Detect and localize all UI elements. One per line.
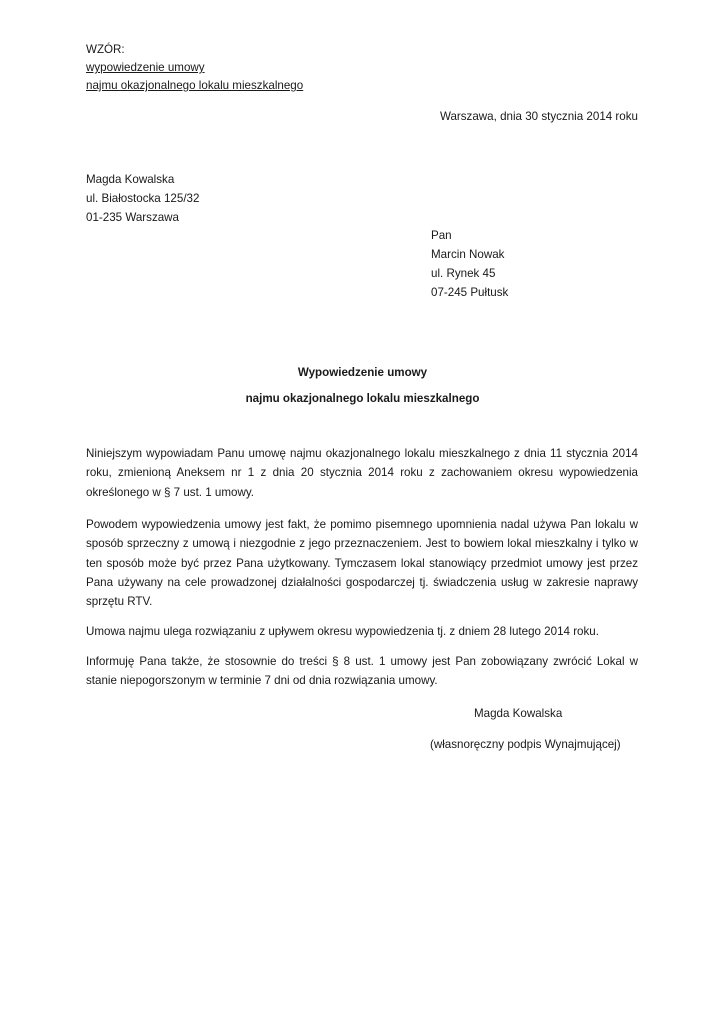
body-paragraph-4: Informuję Pana także, że stosownie do treści § 8 ust. 1 umowy jest Pan zobowiązany zwrócić Lokal w stanie niepogorszonym w terminie 7 dni od dnia rozwiązania umowy. — [86, 655, 638, 688]
sender-block — [86, 170, 199, 227]
template-subtitle-line1: wypowiedzenie umowy — [86, 61, 205, 74]
document-title-line1: Wypowiedzenie umowy — [297, 366, 428, 379]
document-title-line2: najmu okazjonalnego lokalu mieszkalnego — [245, 392, 480, 405]
body-paragraph-2: Powodem wypowiedzenia umowy jest fakt, że pomimo pisemnego upomnienia nadal używa Pan lokalu w sposób sprzeczny z umową i niezgodnie z jego przeznaczeniem. Jest to bowiem lokal mieszkalny i tylko w ten sposób może być przez Pana użytkowany. Tymczasem lokal stanowiący przedmiot umowy jest przez Pana używany na cele prowadzonej działalności gospodarczej tj. świadczenia usług w zakresie naprawy sprzętu RTV. — [86, 518, 638, 609]
date-place: Warszawa, dnia 30 stycznia 2014 roku — [439, 110, 638, 123]
template-subtitle-line2: najmu okazjonalnego lokalu mieszkalnego — [86, 79, 304, 92]
recipient-city: 07-245 Pułtusk — [431, 286, 509, 299]
recipient-salutation: Pan — [431, 229, 452, 242]
recipient-name: Marcin Nowak — [431, 248, 505, 261]
recipient-block — [431, 226, 508, 302]
recipient-street: ul. Rynek 45 — [431, 267, 496, 280]
sender-name: Magda Kowalska — [86, 173, 175, 186]
signature-name: Magda Kowalska — [474, 707, 563, 720]
body-paragraph-1: Niniejszym wypowiadam Panu umowę najmu okazjonalnego lokalu mieszkalnego z dnia 11 stycznia 2014 roku, zmienioną Aneksem nr 1 z dnia 20 stycznia 2014 roku z zachowaniem okresu wypowiedzenia określonego w § 7 ust. 1 umowy. — [86, 447, 638, 499]
sender-city: 01-235 Warszawa — [86, 211, 180, 224]
sender-street: ul. Białostocka 125/32 — [86, 192, 200, 205]
body-paragraph-3: Umowa najmu ulega rozwiązaniu z upływem okresu wypowiedzenia tj. z dniem 28 lutego 2014 roku. — [86, 625, 599, 638]
template-label: WZÓR: — [86, 43, 125, 56]
signature-note: (własnoręczny podpis Wynajmującej) — [430, 738, 621, 751]
